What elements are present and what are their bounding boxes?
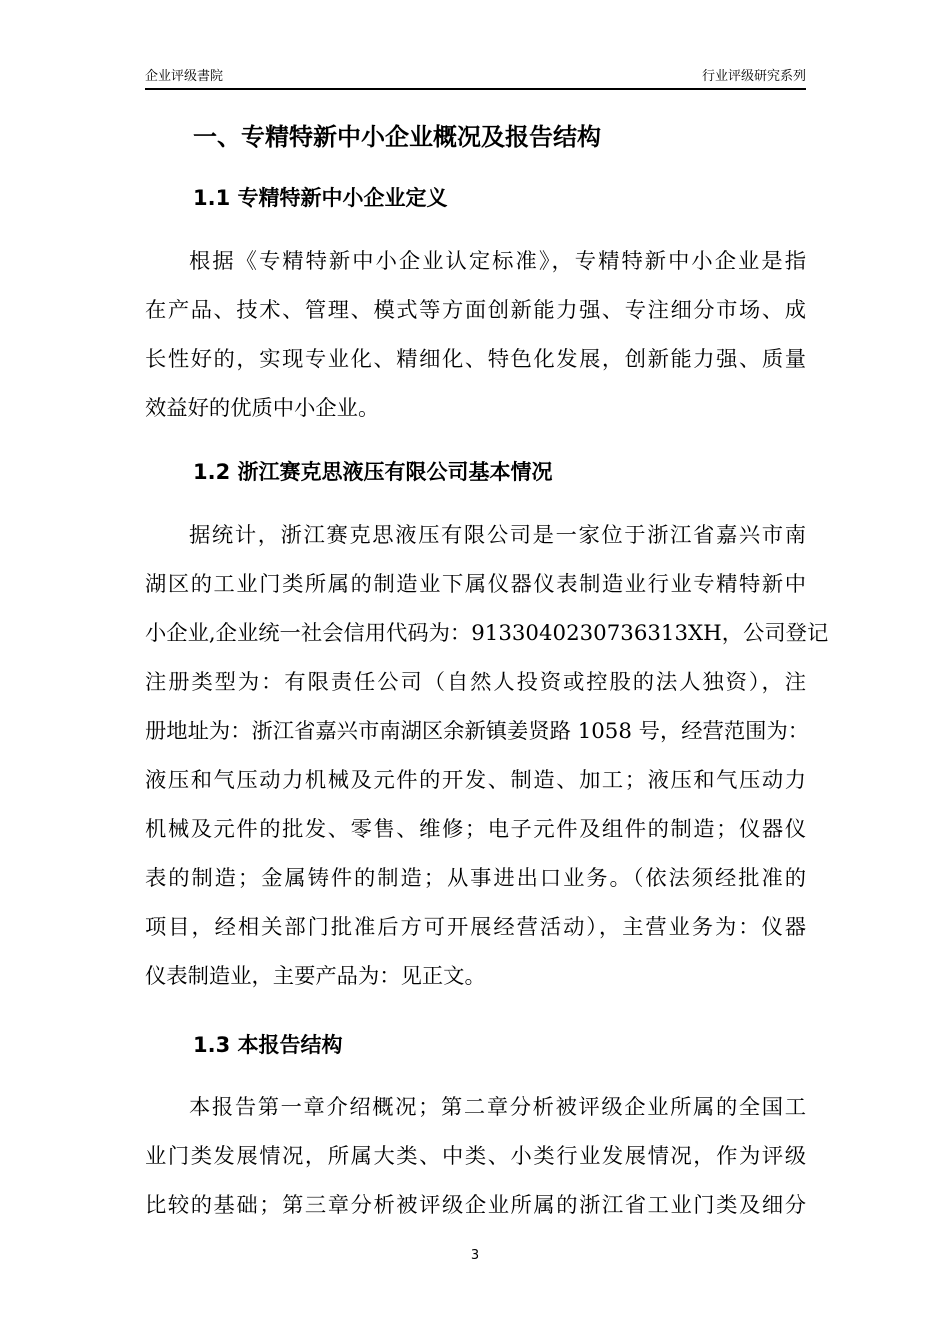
section-1-2-body — [145, 518, 829, 1008]
page-number: 3 — [470, 1248, 480, 1263]
header-rule — [145, 88, 806, 90]
text-line: 液压和气压动力机械及元件的开发、制造、加工；液压和气压动力 — [145, 768, 806, 793]
header-publisher: 企业评级書院 — [145, 69, 224, 84]
text-line: 本报告第一章介绍概况；第二章分析被评级企业所属的全国工 — [189, 1095, 806, 1120]
text-line: 注册类型为：有限责任公司（自然人投资或控股的法人独资），注 — [145, 670, 806, 695]
page-header — [145, 68, 806, 86]
text-line: 根据《专精特新中小企业认定标准》，专精特新中小企业是指 — [189, 249, 806, 274]
text-line: 据统计，浙江赛克思液压有限公司是一家位于浙江省嘉兴市南 — [189, 523, 806, 548]
section-title-1-1: 1.1 专精特新中小企业定义 — [193, 186, 448, 210]
text-line: 效益好的优质中小企业。 — [145, 396, 380, 421]
section-1-3-body — [145, 1090, 806, 1237]
chapter-title: 一、专精特新中小企业概况及报告结构 — [193, 123, 601, 151]
text-line: 机械及元件的批发、零售、维修；电子元件及组件的制造；仪器仪 — [145, 817, 806, 842]
text-line: 册地址为：浙江省嘉兴市南湖区余新镇姜贤路 1058 号，经营范围为： — [145, 719, 810, 744]
text-line: 湖区的工业门类所属的制造业下属仪器仪表制造业行业专精特新中 — [145, 572, 806, 597]
text-line: 小企业,企业统一社会信用代码为：9133040230736313XH，公司登记 — [145, 621, 829, 646]
text-line: 在产品、技术、管理、模式等方面创新能力强、专注细分市场、成 — [145, 298, 806, 323]
text-line: 长性好的，实现专业化、精细化、特色化发展，创新能力强、质量 — [145, 347, 806, 372]
header-series: 行业评级研究系列 — [701, 69, 806, 84]
section-title-1-2: 1.2 浙江赛克思液压有限公司基本情况 — [193, 460, 553, 484]
section-1-1-body — [145, 244, 806, 440]
section-title-1-3: 1.3 本报告结构 — [193, 1033, 343, 1057]
text-line: 项目，经相关部门批准后方可开展经营活动），主营业务为：仪器 — [145, 915, 806, 940]
text-line: 表的制造；金属铸件的制造；从事进出口业务。（依法须经批准的 — [145, 866, 806, 891]
text-line: 业门类发展情况，所属大类、中类、小类行业发展情况，作为评级 — [145, 1144, 806, 1169]
text-line: 仪表制造业，主要产品为：见正文。 — [145, 964, 486, 989]
text-line: 比较的基础；第三章分析被评级企业所属的浙江省工业门类及细分 — [145, 1193, 806, 1218]
